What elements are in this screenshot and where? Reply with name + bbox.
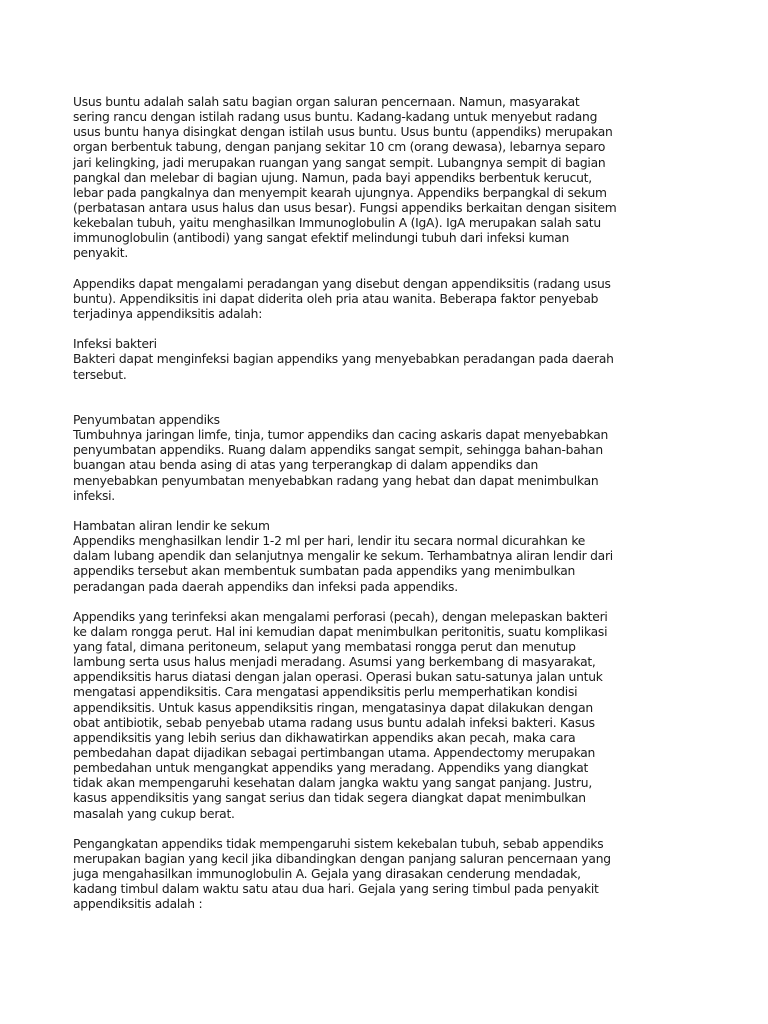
text-line: menyebabkan penyumbatan menyebabkan radang yang hebat dan dapat menimbulkan	[73, 473, 599, 488]
document-page	[73, 95, 733, 913]
text-line: lambung serta usus halus menjadi meradang. Asumsi yang berkembang di masyarakat,	[73, 655, 596, 670]
blank-line	[73, 262, 733, 277]
text-line: Tumbuhnya jaringan limfe, tinja, tumor appendiks dan cacing askaris dapat menyebabkan	[73, 428, 609, 443]
blank-line	[73, 595, 733, 610]
text-line: peradangan pada daerah appendiks dan infeksi pada appendiks.	[73, 579, 458, 594]
text-line: pembedahan untuk mengangkat appendiks yang meradang. Appendiks yang diangkat	[73, 761, 589, 776]
text-line: Hambatan aliran lendir ke sekum	[73, 518, 270, 533]
text-line: buntu). Appendiksitis ini dapat diderita oleh pria atau wanita. Beberapa faktor penyebab	[73, 291, 599, 306]
text-line: Pengangkatan appendiks tidak mempengaruhi sistem kekebalan tubuh, sebab appendiks	[73, 836, 604, 851]
text-line: jari kelingking, jadi merupakan ruangan yang sangat sempit. Lubangnya sempit di bagian	[73, 155, 606, 170]
text-line: kekebalan tubuh, yaitu menghasilkan Immunoglobulin A (IgA). IgA merupakan salah satu	[73, 216, 601, 231]
text-line: mengatasi appendiksitis. Cara mengatasi appendiksitis perlu memperhatikan kondisi	[73, 685, 578, 700]
text-line: Appendiks dapat mengalami peradangan yang disebut dengan appendiksitis (radang usus	[73, 276, 611, 291]
text-line: masalah yang cukup berat.	[73, 806, 235, 821]
text-line: merupakan bagian yang kecil jika dibandingkan dengan panjang saluran pencernaan yang	[73, 852, 611, 867]
text-line: appendiks tersebut akan membentuk sumbatan pada appendiks yang menimbulkan	[73, 564, 576, 579]
blank-line	[73, 322, 733, 337]
text-line: appendiksitis adalah :	[73, 897, 203, 912]
text-line: terjadinya appendiksitis adalah:	[73, 306, 263, 321]
text-line: infeksi.	[73, 488, 115, 503]
text-line: Appendiks menghasilkan lendir 1-2 ml per hari, lendir itu secara normal dicurahkan ke	[73, 534, 586, 549]
text-line: juga mengahasilkan immunoglobulin A. Gejala yang dirasakan cenderung mendadak,	[73, 867, 581, 882]
text-line: buangan atau benda asing di atas yang terperangkap di dalam appendiks dan	[73, 458, 539, 473]
text-line: kasus appendiksitis yang sangat serius dan tidak segera diangkat dapat menimbulkan	[73, 791, 586, 806]
text-line: (perbatasan antara usus halus dan usus besar). Fungsi appendiks berkaitan dengan sisitem	[73, 200, 617, 215]
text-line: obat antibiotik, sebab penyebab utama radang usus buntu adalah infeksi bakteri. Kasus	[73, 715, 595, 730]
text-line: Appendiks yang terinfeksi akan mengalami perforasi (pecah), dengan melepaskan bakteri	[73, 609, 608, 624]
text-line: Usus buntu adalah salah satu bagian organ saluran pencernaan. Namun, masyarakat	[73, 95, 580, 109]
text-line: pangkal dan melebar di bagian ujung. Namun, pada bayi appendiks berbentuk kerucut,	[73, 170, 592, 185]
text-line: ke dalam rongga perut. Hal ini kemudian dapat menimbulkan peritonitis, suatu komplikasi	[73, 624, 608, 639]
text-line: sering rancu dengan istilah radang usus buntu. Kadang-kadang untuk menyebut radang	[73, 110, 598, 125]
text-line: tidak akan mempengaruhi kesehatan dalam jangka waktu yang sangat panjang. Justru,	[73, 776, 592, 791]
text-line: immunoglobulin (antibodi) yang sangat efektif melindungi tubuh dari infeksi kuman	[73, 231, 570, 246]
text-line: penyumbatan appendiks. Ruang dalam appendiks sangat sempit, sehingga bahan-bahan	[73, 443, 603, 458]
blank-line	[73, 822, 733, 837]
blank-line	[73, 504, 733, 519]
text-line: appendiksitis yang lebih serius dan dikhawatirkan appendiks akan pecah, maka cara	[73, 730, 576, 745]
text-line: penyakit.	[73, 246, 128, 261]
text-line: kadang timbul dalam waktu satu atau dua hari. Gejala yang sering timbul pada penyakit	[73, 882, 599, 897]
text-line: Penyumbatan appendiks	[73, 412, 220, 427]
text-line: appendiksitis harus diatasi dengan jalan operasi. Operasi bukan satu-satunya jalan untuk	[73, 670, 603, 685]
text-line: Bakteri dapat menginfeksi bagian appendiks yang menyebabkan peradangan pada daerah	[73, 352, 614, 367]
blank-line	[73, 398, 733, 413]
text-line: tersebut.	[73, 367, 127, 382]
text-line: pembedahan dapat dijadikan sebagai pertimbangan utama. Appendectomy merupakan	[73, 746, 596, 761]
text-line: lebar pada pangkalnya dan menyempit kearah ujungnya. Appendiks berpangkal di sekum	[73, 185, 607, 200]
text-line: Infeksi bakteri	[73, 337, 157, 352]
text-line: yang fatal, dimana peritoneum, selaput yang membatasi rongga perut dan menutup	[73, 640, 576, 655]
text-line: appendiksitis. Untuk kasus appendiksitis ringan, mengatasinya dapat dilakukan dengan	[73, 700, 593, 715]
text-line: organ berbentuk tabung, dengan panjang sekitar 10 cm (orang dewasa), lebarnya separo	[73, 140, 606, 155]
text-line: usus buntu hanya disingkat dengan istilah usus buntu. Usus buntu (appendiks) merupakan	[73, 125, 613, 140]
blank-line	[73, 383, 733, 398]
text-line: dalam lubang apendik dan selanjutnya mengalir ke sekum. Terhambatnya aliran lendir dari	[73, 549, 613, 564]
